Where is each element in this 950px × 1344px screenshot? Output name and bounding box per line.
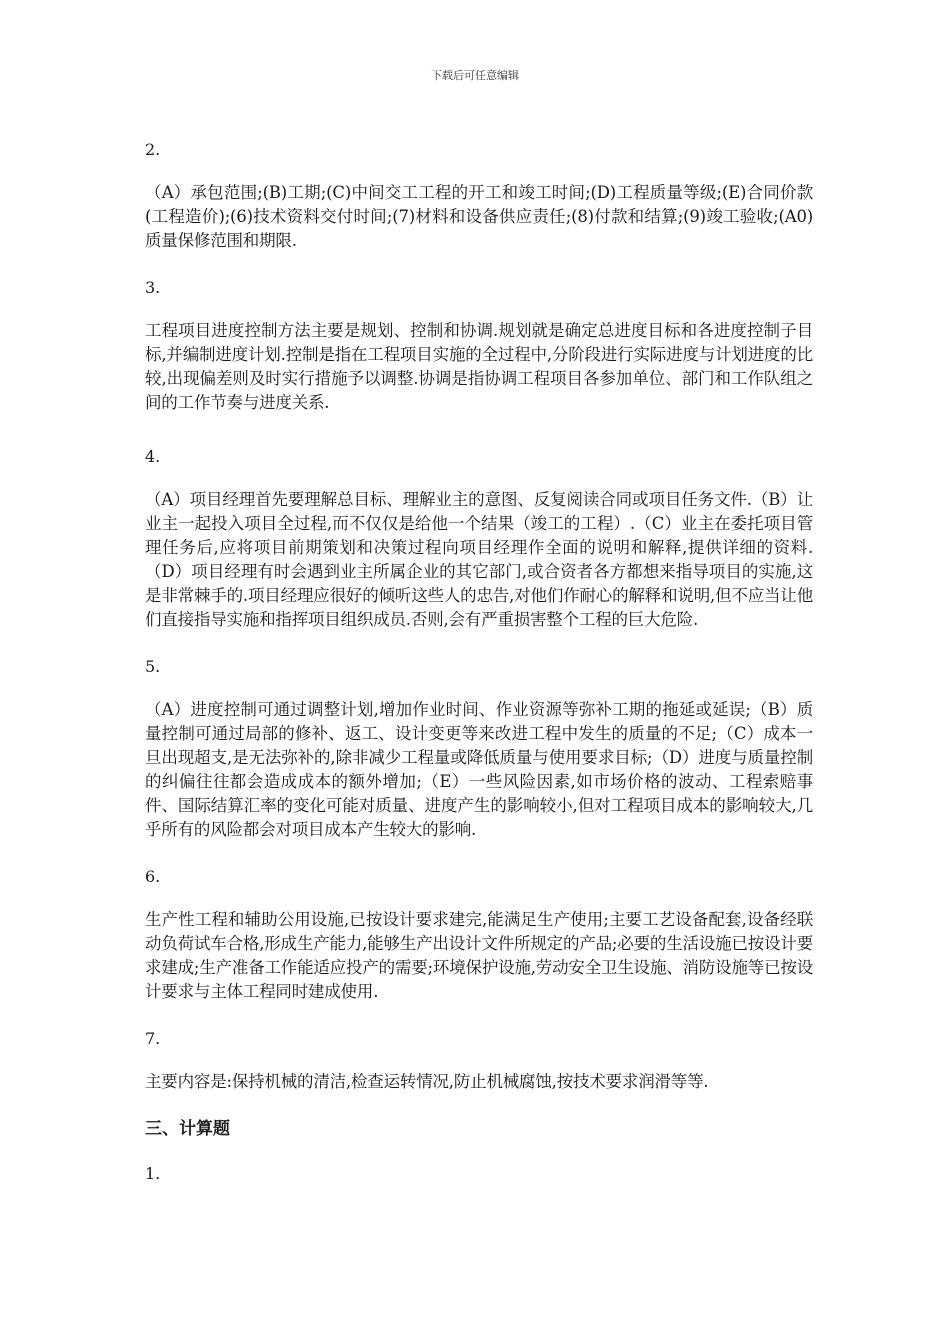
item-number-2: 2. xyxy=(145,140,161,159)
answer-paragraph-2: （A）承包范围;(B)工期;(C)中间交工工程的开工和竣工时间;(D)工程质量等级;(E)合同价款(工程造价);(6)技术资料交付时间;(7)材料和设备供应责任;(8)付款和结算;(9)竣工验收;(A0)质量保修范围和期限. xyxy=(145,183,813,250)
section-heading: 三、计算题 xyxy=(145,1119,230,1139)
item-number-6: 6. xyxy=(145,867,161,886)
answer-paragraph-5: （A）进度控制可通过调整计划,增加作业时间、作业资源等弥补工期的拖延或延误;（B）质量控制可通过局部的修补、返工、设计变更等来改进工程中发生的质量的不足;（C）成本一旦出现超支,是无法弥补的,除非减少工程量或降低质量与使用要求目标;（D）进度与质量控制的纠偏往往都会造成成本的额外增加;（E）一些风险因素,如市场价格的波动、工程索赔事件、国际结算汇率的变化可能对质量、进度产生的影响较小,但对工程项目成本的影响较大,几乎所有的风险都会对项目成本产生较大的影响. xyxy=(145,700,813,839)
document-body xyxy=(145,138,813,1205)
answer-paragraph-6: 生产性工程和辅助公用设施,已按设计要求建完,能满足生产使用;主要工艺设备配套,设备经联动负荷试车合格,形成生产能力,能够生产出设计文件所规定的产品;必要的生活设施已按设计要求建成;生产准备工作能适应投产的需要;环境保护设施,劳动安全卫生设施、消防设施等已按设计要求与主体工程同时建成使用. xyxy=(145,910,813,1001)
answer-paragraph-3: 工程项目进度控制方法主要是规划、控制和协调.规划就是确定总进度目标和各进度控制子目标,并编制进度计划.控制是指在工程项目实施的全过程中,分阶段进行实际进度与计划进度的比较,出现偏差则及时实行措施予以调整.协调是指协调工程项目各参加单位、部门和工作队组之间的工作节奏与进度关系. xyxy=(145,321,813,412)
item-number-5: 5. xyxy=(145,657,161,676)
answer-paragraph-4: （A）项目经理首先要理解总目标、理解业主的意图、反复阅读合同或项目任务文件.（B）让业主一起投入项目全过程,而不仅仅是给他一个结果（竣工的工程）.（C）业主在委托项目管理任务后,应将项目前期策划和决策过程向项目经理作全面的说明和解释,提供详细的资料.（D）项目经理有时会遇到业主所属企业的其它部门,或合资者各方都想来指导项目的实施,这是非常棘手的.项目经理应很好的倾听这些人的忠告,对他们作耐心的解释和说明,但不应当让他们直接指导实施和指挥项目组织成员.否则,会有严重损害整个工程的巨大危险. xyxy=(145,490,813,629)
answer-paragraph-7: 主要内容是:保持机械的清洁,检查运转情况,防止机械腐蚀,按技术要求润滑等等. xyxy=(145,1072,709,1091)
item-number-4: 4. xyxy=(145,447,161,466)
item-number-3: 3. xyxy=(145,278,161,297)
item-number-7: 7. xyxy=(145,1029,161,1048)
page-header: 下载后可任意编辑 xyxy=(431,69,519,82)
item-number-1: 1. xyxy=(145,1164,161,1183)
